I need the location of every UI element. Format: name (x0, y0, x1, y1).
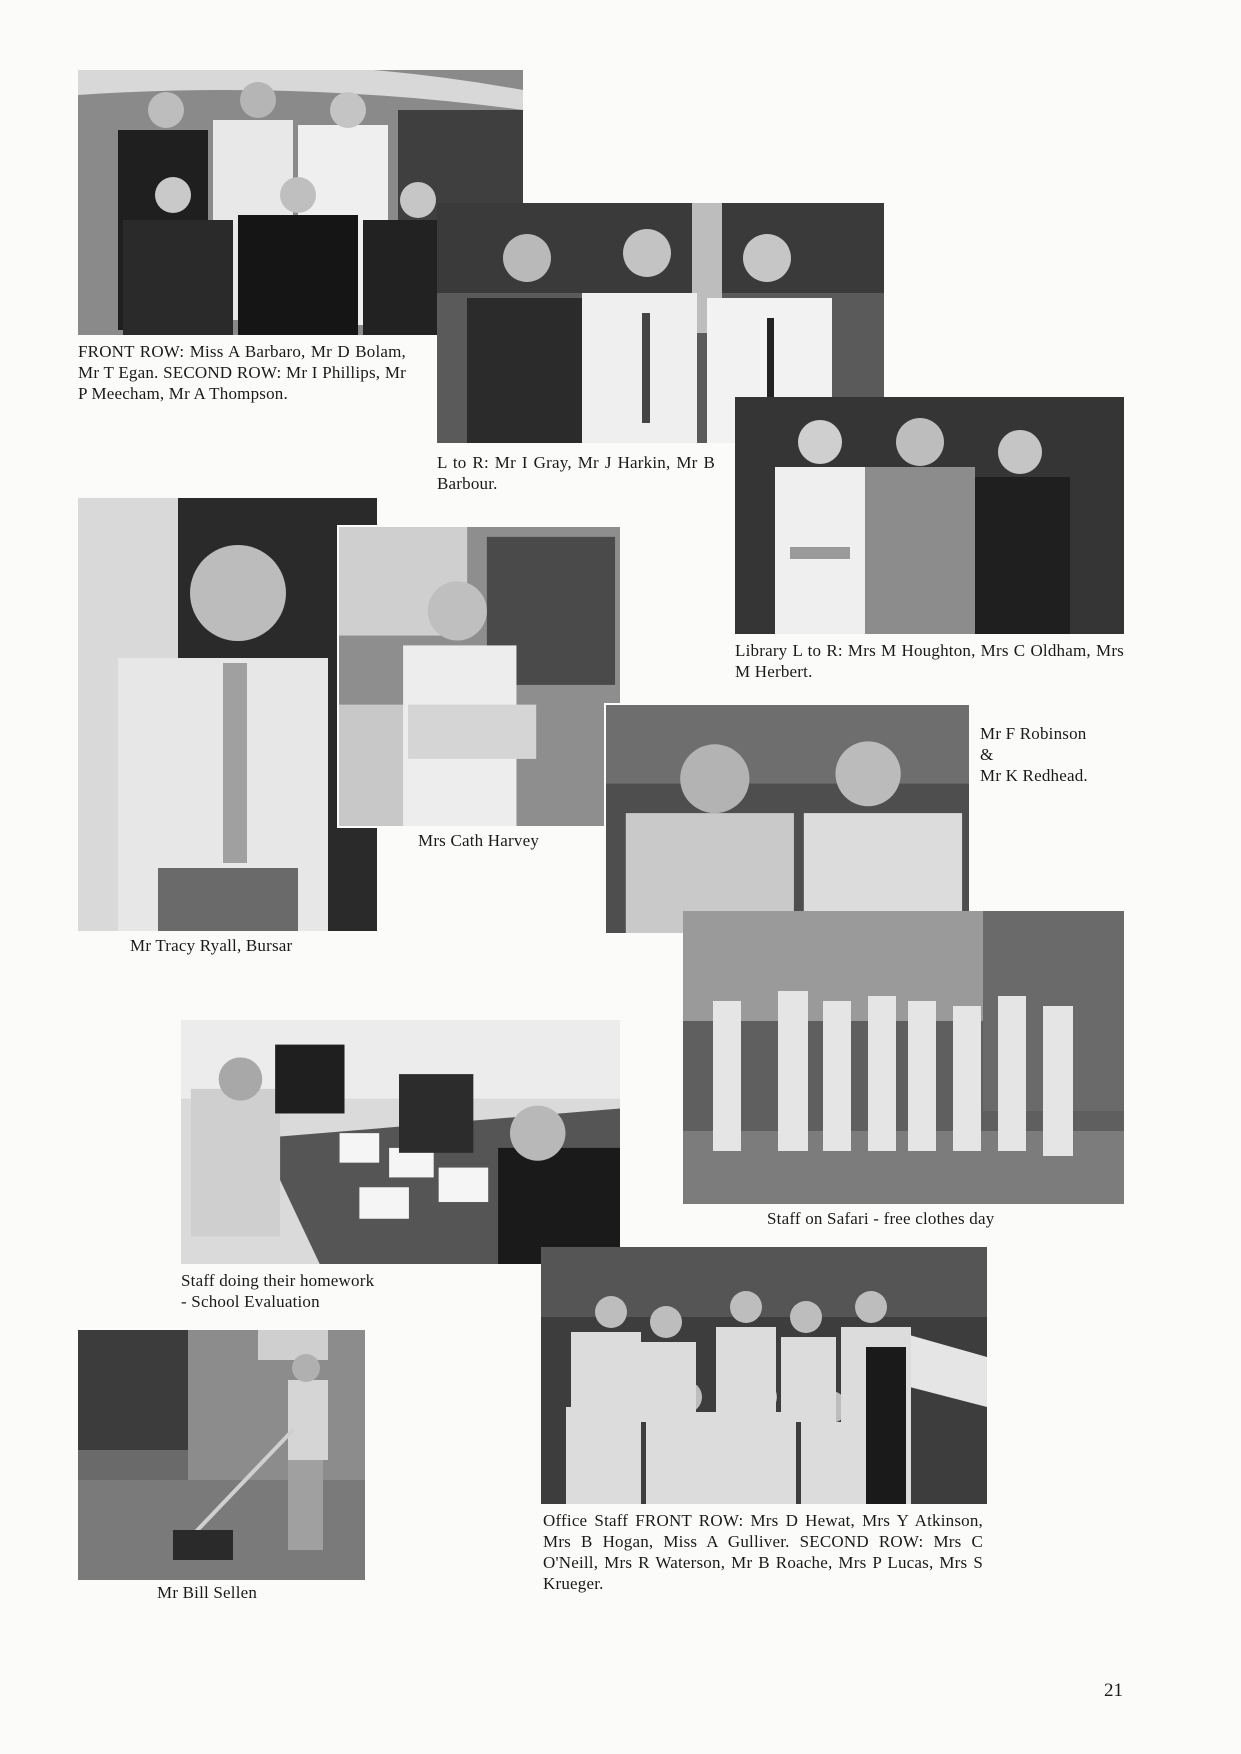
photo-tracy-ryall (78, 498, 377, 931)
photo-safari (683, 911, 1124, 1204)
caption-library: Library L to R: Mrs M Houghton, Mrs C Oldham, Mrs M Herbert. (735, 641, 1124, 681)
photo-library (735, 397, 1124, 634)
caption-robinson-redhead: Mr F Robinson & Mr K Redhead. (980, 724, 1088, 785)
caption-office-staff: Office Staff FRONT ROW: Mrs D Hewat, Mrs Y Atkinson, Mrs B Hogan, Miss A Gulliver. SECOND ROW: Mrs C O'Neill, Mrs R Waterson, Mr B Roache, Mrs P Lucas, Mrs S Krueger. (543, 1511, 983, 1593)
caption-cath-harvey: Mrs Cath Harvey (418, 831, 540, 850)
caption-homework: Staff doing their homework - School Evaluation (181, 1271, 375, 1311)
photo-homework (179, 1018, 622, 1266)
photo-office-staff (541, 1247, 987, 1504)
caption-front-second-row: FRONT ROW: Miss A Barbaro, Mr D Bolam, Mr T Egan. SECOND ROW: Mr I Phillips, Mr P Meecham, Mr A Thompson. (78, 342, 406, 403)
photo-robinson-redhead (604, 703, 971, 935)
caption-tracy-ryall: Mr Tracy Ryall, Bursar (130, 936, 293, 955)
page-number: 21 (1104, 1680, 1123, 1701)
caption-gray-harkin-barbour: L to R: Mr I Gray, Mr J Harkin, Mr B Barbour. (437, 453, 715, 493)
caption-bill-sellen: Mr Bill Sellen (157, 1583, 258, 1602)
photo-bill-sellen (78, 1330, 365, 1580)
photo-cath-harvey (337, 525, 622, 828)
caption-safari: Staff on Safari - free clothes day (767, 1209, 995, 1228)
